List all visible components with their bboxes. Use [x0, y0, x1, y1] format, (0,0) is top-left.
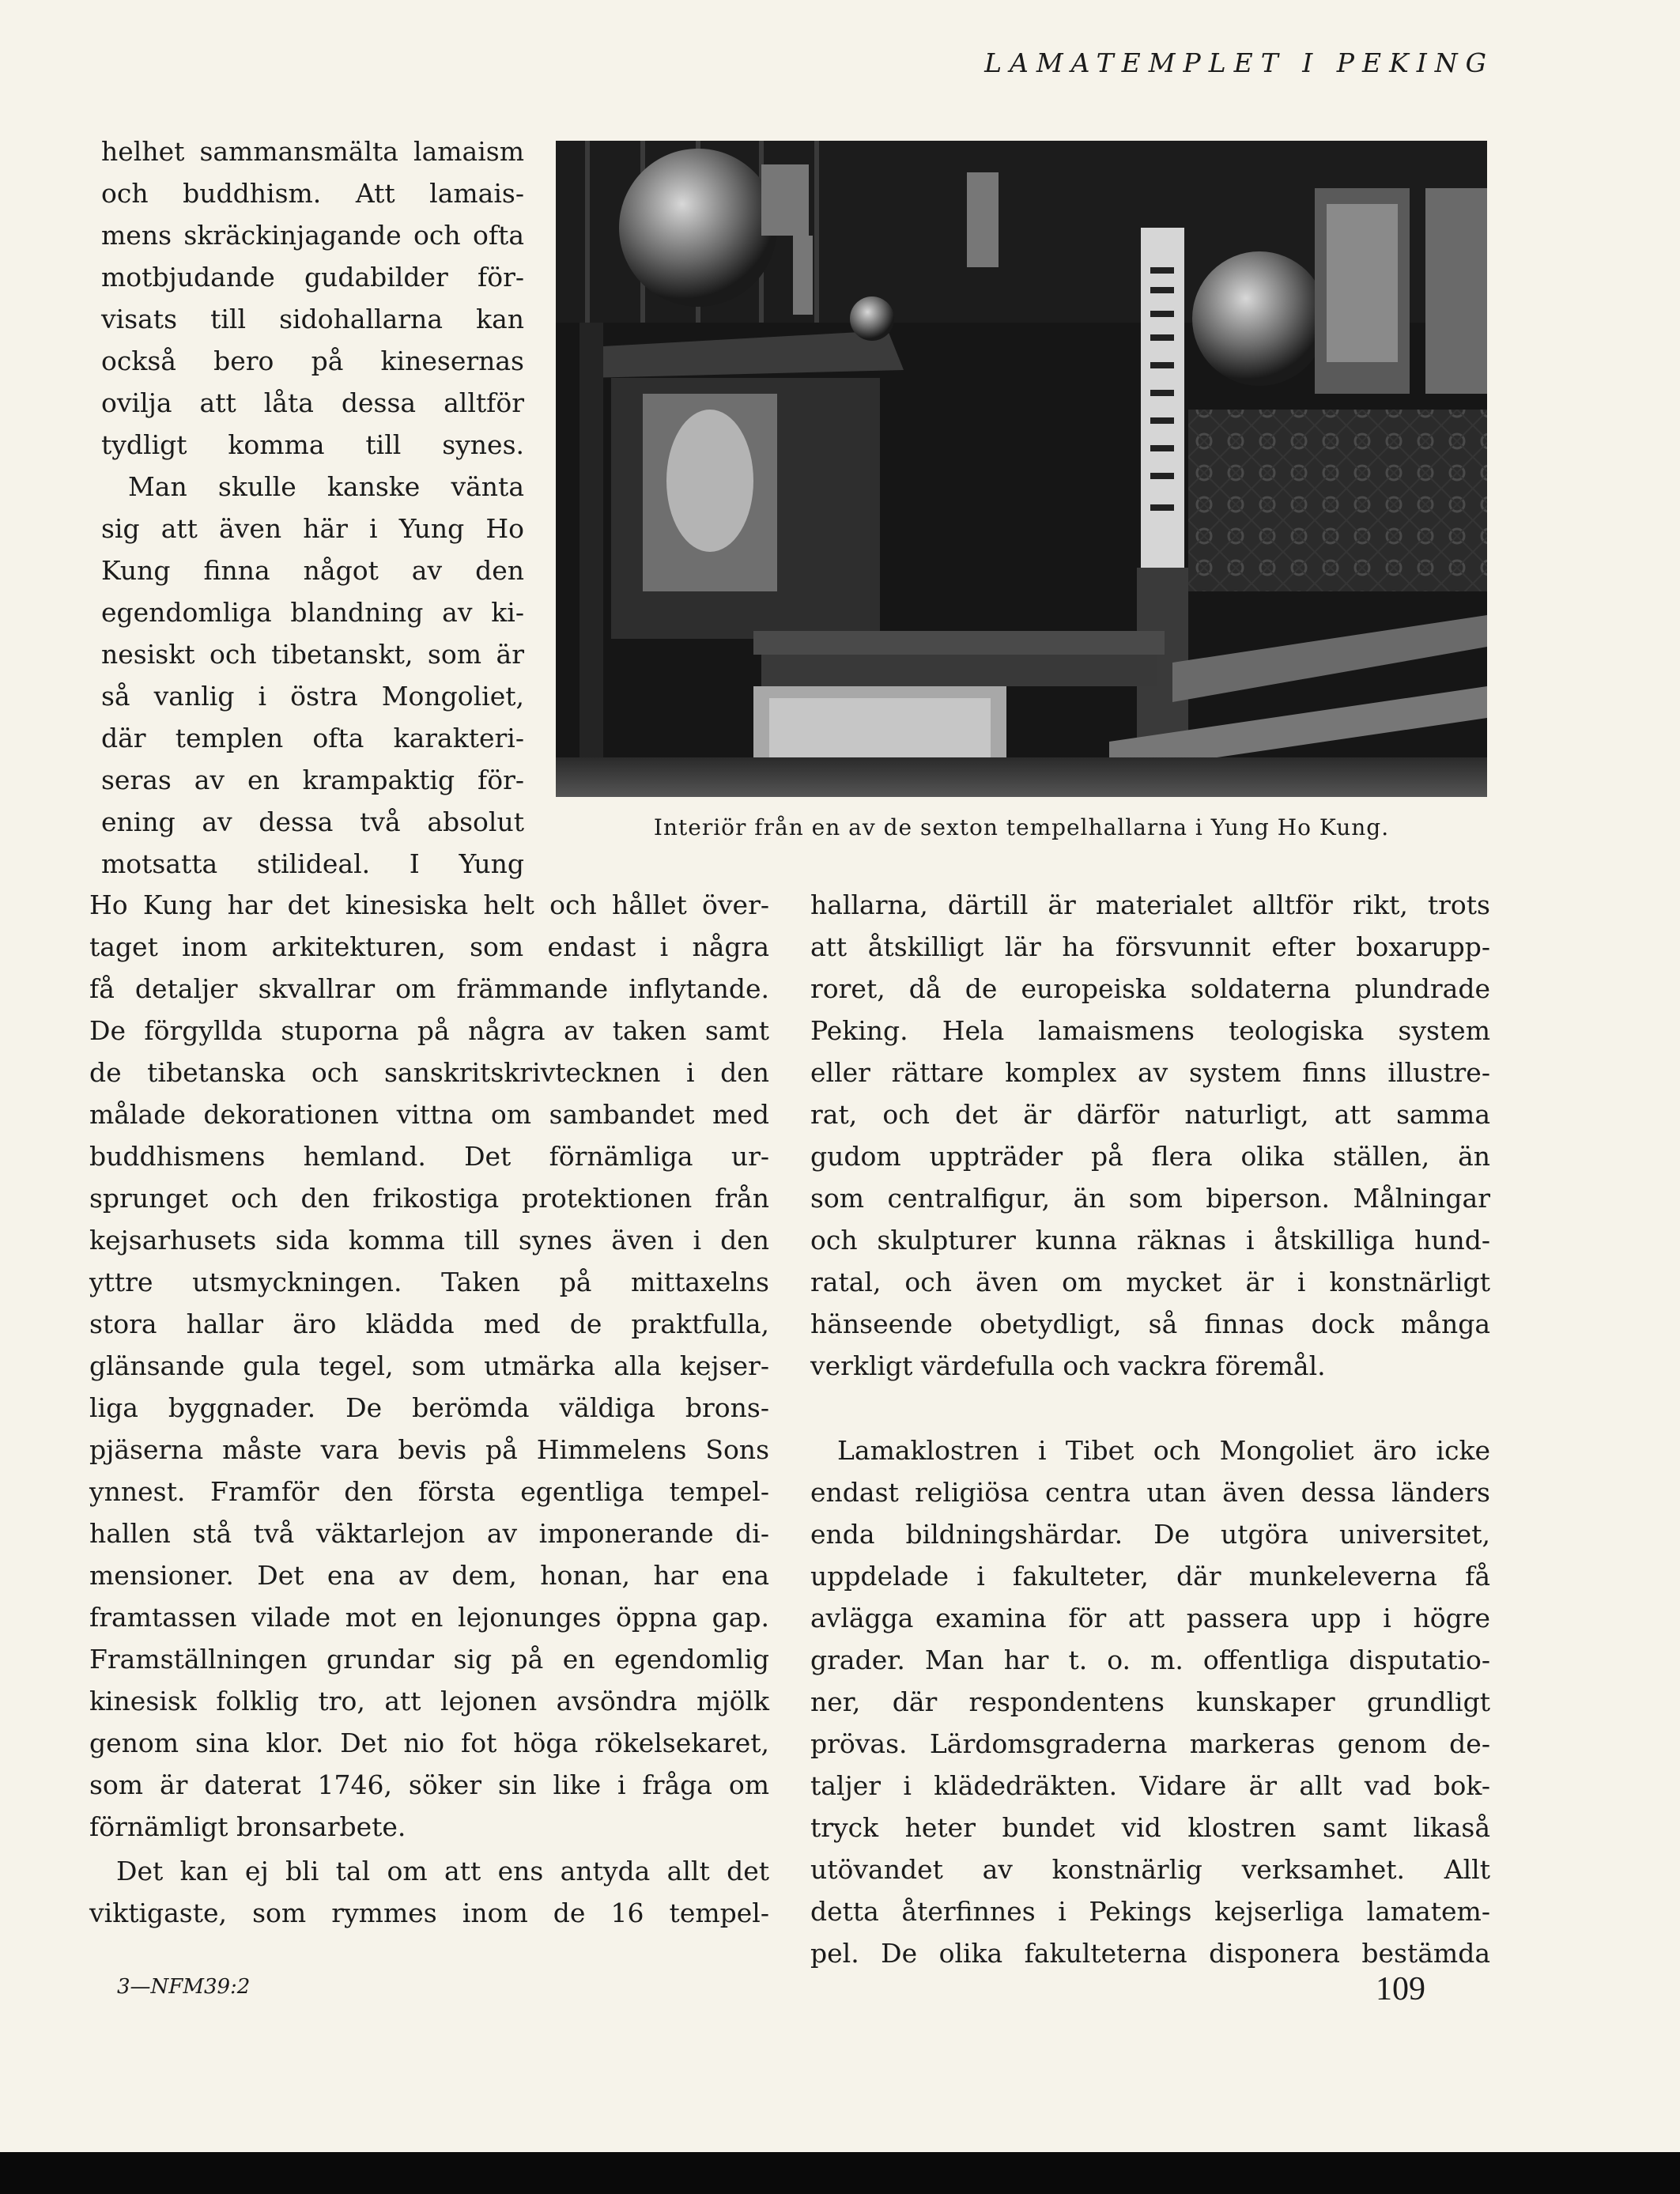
running-title: LAMATEMPLET I PEKING: [984, 47, 1494, 78]
text-line: Lamaklostren i Tibet och Mongoliet äro icke: [837, 1435, 1490, 1466]
text-line: hallarna, därtill är materialet alltför rikt, trots: [810, 889, 1490, 920]
text-line: få detaljer skvallrar om främmande inflytande.: [89, 973, 769, 1004]
text-line: viktigaste, som rymmes inom de 16 tempel-: [89, 1898, 769, 1928]
text-line: ening av dessa två absolut: [101, 806, 524, 837]
text-line: de tibetanska och sanskritskrivtecknen i den: [89, 1057, 769, 1088]
text-line: Framställningen grundar sig på en egendomlig: [89, 1644, 769, 1675]
figure-caption: Interiör från en av de sexton tempelhallarna i Yung Ho Kung.: [653, 814, 1390, 840]
left-column-top-text: [101, 130, 524, 885]
text-line: tryck heter bundet vid klostren samt likaså: [810, 1812, 1490, 1843]
text-line: målade dekorationen vittna om sambandet med: [89, 1099, 769, 1130]
text-line: som är daterat 1746, söker sin like i fråga om: [89, 1769, 769, 1800]
text-line: som centralfigur, än som biperson. Målningar: [810, 1183, 1490, 1214]
text-line: sprunget och den frikostiga protektionen från: [89, 1183, 769, 1214]
right-column-paragraph-2: [810, 1429, 1490, 1974]
text-line: genom sina klor. Det nio fot höga rökelsekaret,: [89, 1728, 769, 1758]
photo-illustration: [556, 141, 1487, 797]
text-line: nesiskt och tibetanskt, som är: [101, 639, 524, 670]
text-line: kejsarhusets sida komma till synes även i den: [89, 1225, 769, 1256]
text-line: tydligt komma till synes.: [101, 429, 524, 460]
text-line: också bero på kinesernas: [101, 346, 524, 376]
text-line: Kung finna något av den: [101, 555, 524, 586]
text-line: pel. De olika fakulteterna disponera bestämda: [810, 1938, 1490, 1969]
text-line: mensioner. Det ena av dem, honan, har ena: [89, 1560, 769, 1591]
text-line: stora hallar äro klädda med de praktfulla,: [89, 1308, 769, 1339]
right-column-text: [810, 884, 1490, 1387]
page-number: 109: [1376, 1971, 1425, 2007]
text-line: grader. Man har t. o. m. offentliga disputatio-: [810, 1645, 1490, 1675]
text-line: ynnest. Framför den första egentliga tempel-: [89, 1476, 769, 1507]
text-line: ner, där respondentens kunskaper grundligt: [810, 1686, 1490, 1717]
text-line: liga byggnader. De berömda väldiga brons-: [89, 1392, 769, 1423]
text-line: visats till sidohallarna kan: [101, 304, 524, 334]
text-line: endast religiösa centra utan även dessa länders: [810, 1477, 1490, 1508]
text-line: sig att även här i Yung Ho: [101, 513, 524, 544]
text-line: buddhismens hemland. Det förnämliga ur-: [89, 1141, 769, 1172]
footer-signature: 3—NFM39:2: [117, 1975, 251, 1999]
text-line: eller rättare komplex av system finns illustre-: [810, 1057, 1490, 1088]
text-line: pjäserna måste vara bevis på Himmelens Sons: [89, 1434, 769, 1465]
text-line: förnämligt bronsarbete.: [89, 1811, 406, 1842]
text-line: Ho Kung har det kinesiska helt och hållet över-: [89, 889, 769, 920]
text-line: Peking. Hela lamaismens teologiska system: [810, 1015, 1490, 1046]
text-line: framtassen vilade mot en lejonunges öppna gap.: [89, 1602, 769, 1633]
text-line: och buddhism. Att lamais-: [101, 178, 524, 209]
text-line: gudom uppträder på flera olika ställen, än: [810, 1141, 1490, 1172]
text-line: hänseende obetydligt, så finnas dock många: [810, 1308, 1490, 1339]
left-column-paragraph-2: [89, 1850, 769, 1934]
text-line: ovilja att låta dessa alltför: [101, 387, 524, 418]
left-column-bottom-text: [89, 884, 769, 1848]
text-line: enda bildningshärdar. De utgöra universitet,: [810, 1519, 1490, 1550]
text-line: taget inom arkitekturen, som endast i några: [89, 931, 769, 962]
text-line: och skulpturer kunna räknas i åtskilliga hund-: [810, 1225, 1490, 1256]
text-line: mens skräckinjagande och ofta: [101, 220, 524, 251]
text-line: så vanlig i östra Mongoliet,: [101, 681, 524, 712]
temple-interior-photo: [556, 141, 1487, 797]
text-line: motsatta stilideal. I Yung: [101, 848, 524, 879]
text-line: Man skulle kanske vänta: [128, 471, 524, 502]
text-line: avlägga examina för att passera upp i högre: [810, 1603, 1490, 1633]
text-line: ratal, och även om mycket är i konstnärligt: [810, 1267, 1490, 1297]
text-line: Det kan ej bli tal om att ens antyda allt det: [116, 1856, 769, 1886]
text-line: egendomliga blandning av ki-: [101, 597, 524, 628]
text-line: glänsande gula tegel, som utmärka alla kejser-: [89, 1350, 769, 1381]
text-line: prövas. Lärdomsgraderna markeras genom de-: [810, 1728, 1490, 1759]
text-line: att åtskilligt lär ha försvunnit efter boxarupp-: [810, 931, 1490, 962]
text-line: yttre utsmyckningen. Taken på mittaxelns: [89, 1267, 769, 1297]
text-line: utövandet av konstnärlig verksamhet. Allt: [810, 1854, 1490, 1885]
text-line: seras av en krampaktig för-: [101, 765, 524, 795]
text-line: rat, och det är därför naturligt, att samma: [810, 1099, 1490, 1130]
text-line: detta återfinnes i Pekings kejserliga lamatem-: [810, 1896, 1490, 1927]
text-line: roret, då de europeiska soldaterna plundrade: [810, 973, 1490, 1004]
scan-bottom-edge: [0, 2152, 1680, 2194]
text-line: motbjudande gudabilder för-: [101, 262, 524, 293]
text-line: där templen ofta karakteri-: [101, 723, 524, 753]
text-line: kinesisk folklig tro, att lejonen avsöndra mjölk: [89, 1686, 769, 1716]
text-line: hallen stå två väktarlejon av imponerande di-: [89, 1518, 769, 1549]
text-line: De förgyllda stuporna på några av taken samt: [89, 1015, 769, 1046]
text-line: uppdelade i fakulteter, där munkeleverna få: [810, 1561, 1490, 1592]
text-line: taljer i klädedräkten. Vidare är allt vad bok-: [810, 1770, 1490, 1801]
text-line: helhet sammansmälta lamaism: [101, 136, 524, 167]
text-line: verkligt värdefulla och vackra föremål.: [810, 1350, 1326, 1381]
